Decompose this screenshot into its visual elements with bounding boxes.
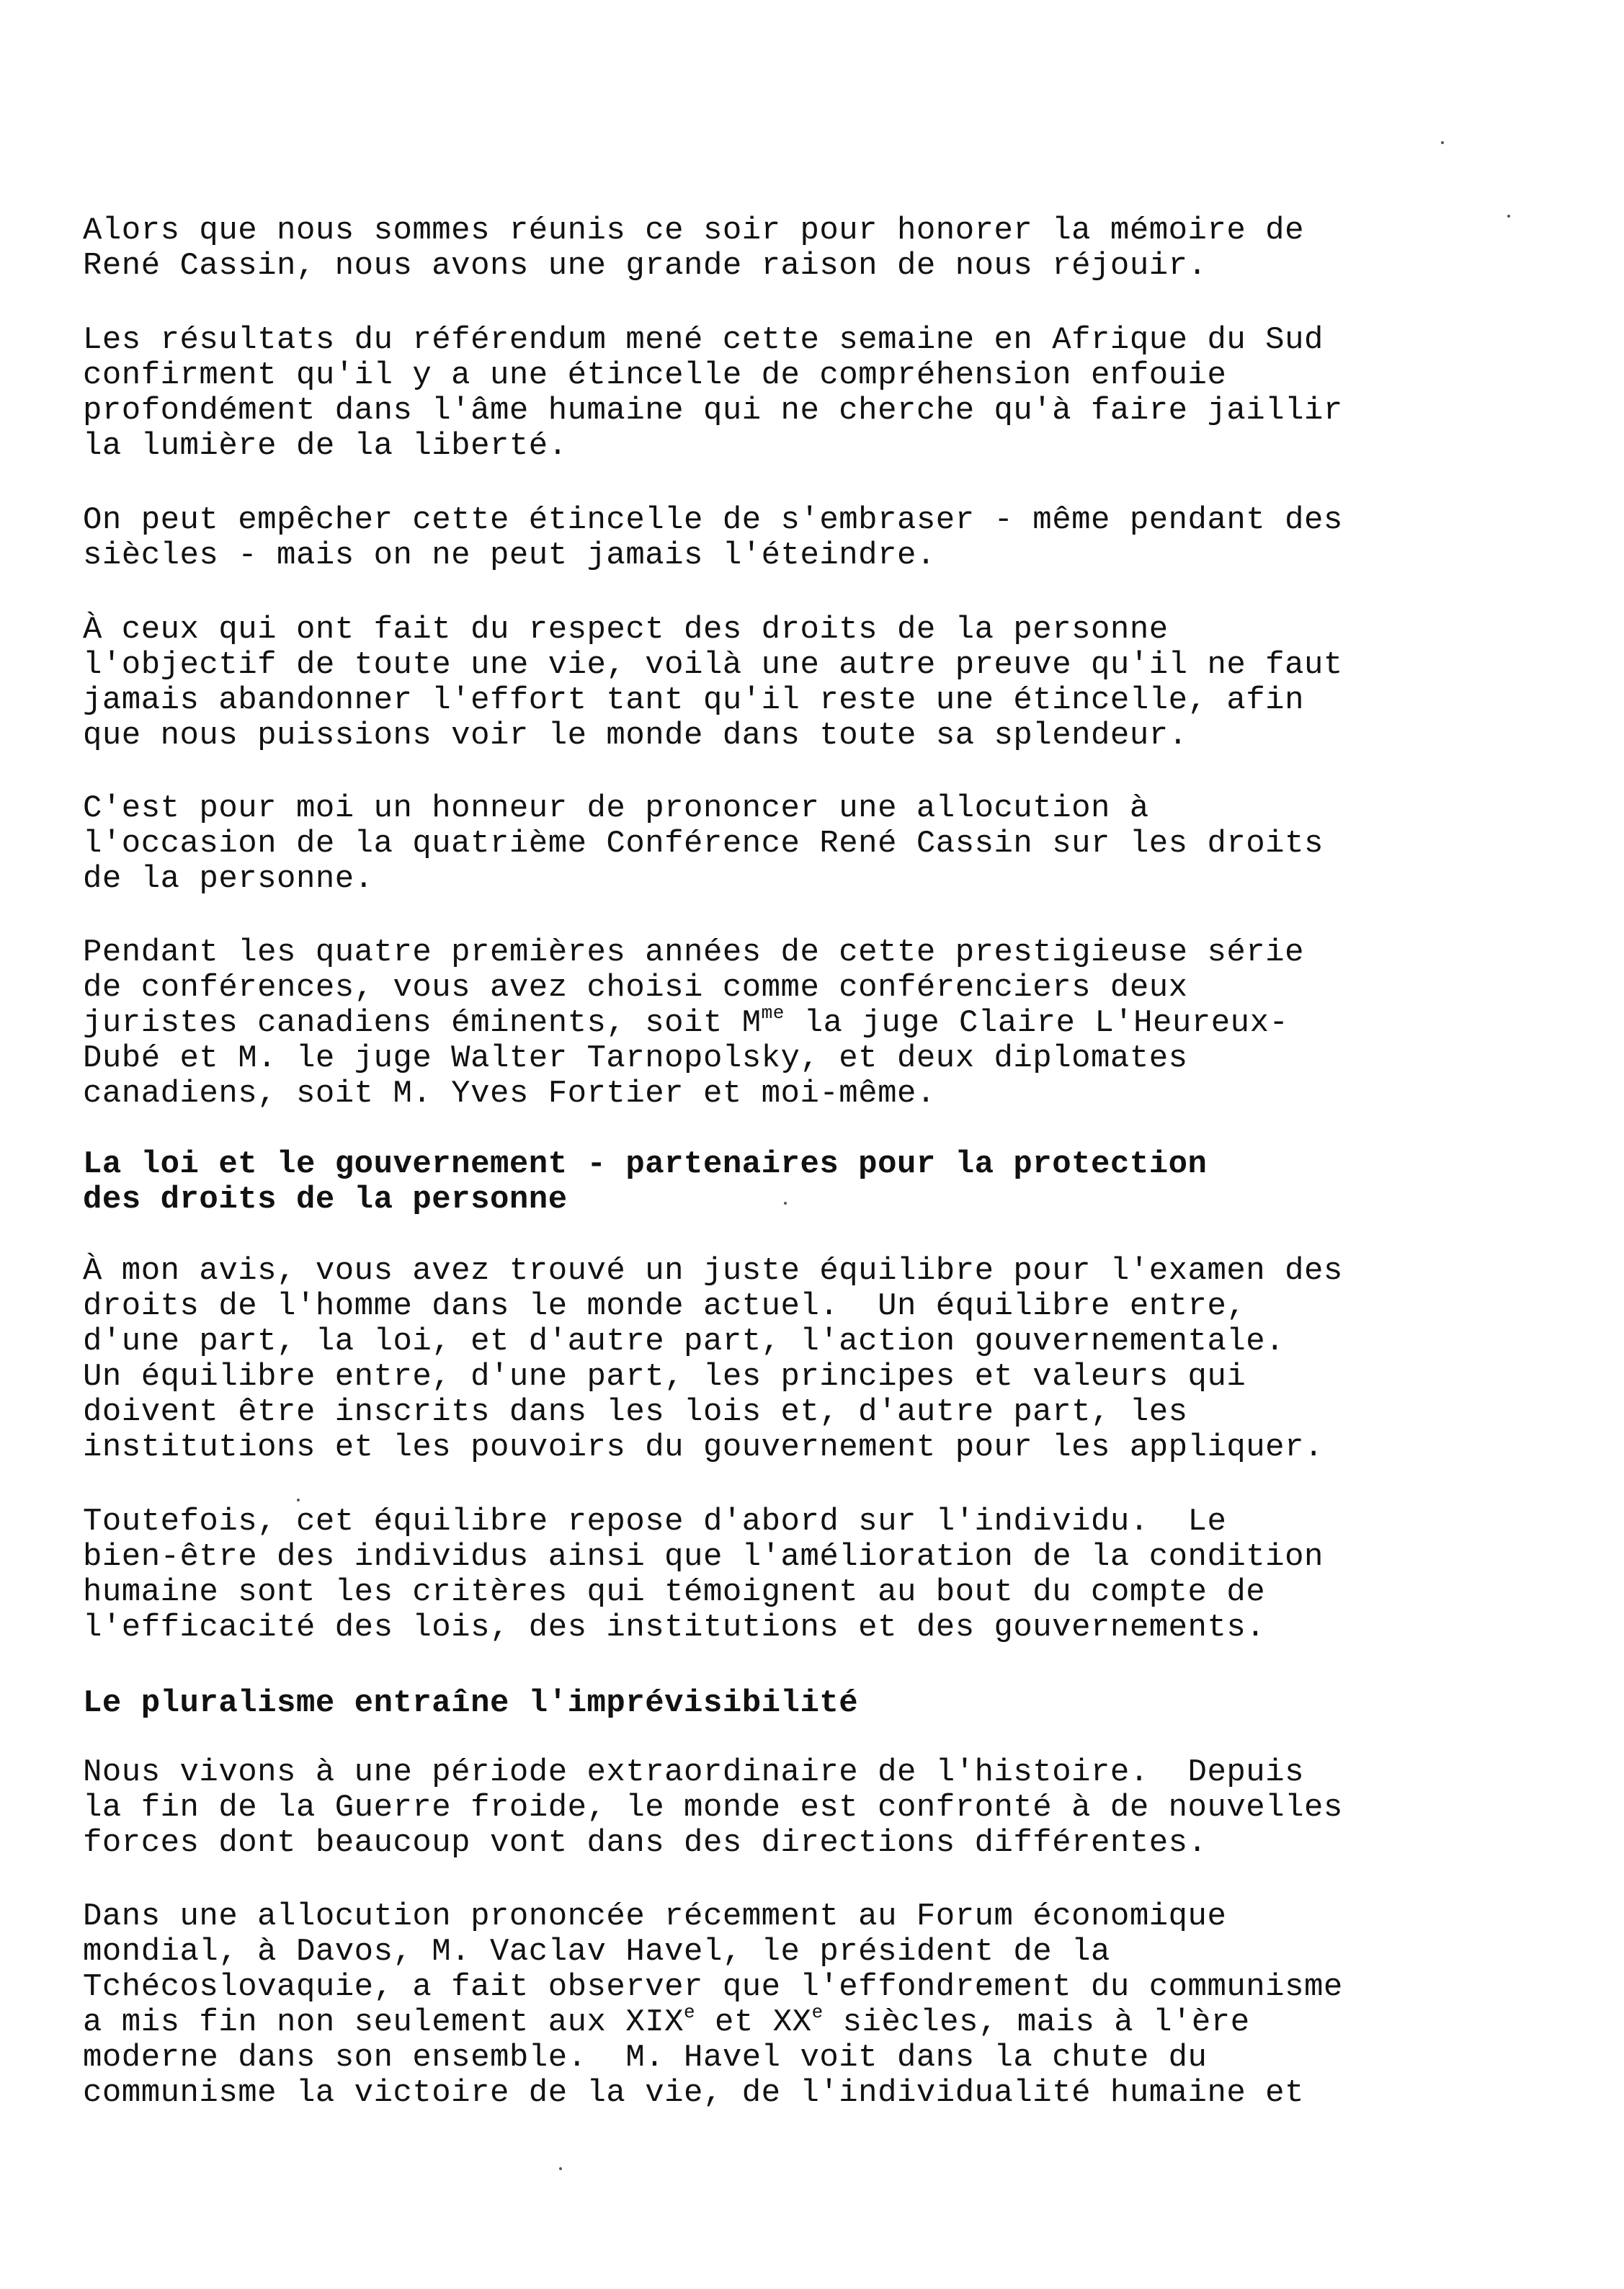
scan-speck — [1507, 215, 1510, 218]
section-heading-pluralism — [83, 1686, 1524, 1721]
text-line: Nous vivons à une période extraordinaire de l'histoire. Depuis — [83, 1754, 1304, 1790]
paragraph-spark — [83, 503, 1524, 574]
paragraph-dedication — [83, 612, 1524, 754]
text-line: forces dont beaucoup vont dans des directions différentes. — [83, 1825, 1208, 1861]
scan-speck — [1441, 141, 1444, 144]
text-line: de la personne. — [83, 861, 374, 897]
text-line: moderne dans son ensemble. M. Havel voit dans la chute du — [83, 2040, 1208, 2076]
superscript: e — [811, 2002, 824, 2023]
text-line: jamais abandonner l'effort tant qu'il reste une étincelle, afin — [83, 682, 1304, 718]
text-line: institutions et les pouvoirs du gouvernement pour les appliquer. — [83, 1429, 1324, 1465]
text-line: communisme la victoire de la vie, de l'individualité humaine et — [83, 2075, 1304, 2111]
text-line: droits de l'homme dans le monde actuel. Un équilibre entre, — [83, 1288, 1246, 1324]
section-heading-law-government — [83, 1147, 1524, 1218]
text-line: la fin de la Guerre froide, le monde est confronté à de nouvelles — [83, 1790, 1343, 1826]
text-segment: la juge Claire L'Heureux- — [784, 1005, 1289, 1041]
text-line: l'efficacité des lois, des institutions et des gouvernements. — [83, 1610, 1266, 1646]
text-line: Tchécoslovaquie, a fait observer que l'effondrement du communisme — [83, 1969, 1343, 2005]
text-line: d'une part, la loi, et d'autre part, l'action gouvernementale. — [83, 1324, 1285, 1360]
text-segment: a mis fin non seulement aux XIX — [83, 2004, 684, 2040]
text-line: l'objectif de toute une vie, voilà une autre preuve qu'il ne faut — [83, 647, 1343, 683]
text-line: Dubé et M. le juge Walter Tarnopolsky, et deux diplomates — [83, 1040, 1188, 1076]
paragraph-havel — [83, 1899, 1524, 2111]
text-line — [83, 2002, 1524, 2040]
text-line: l'occasion de la quatrième Conférence René Cassin sur les droits — [83, 826, 1324, 862]
text-segment: juristes canadiens éminents, soit M — [83, 1005, 762, 1041]
paragraph-lecturers — [83, 935, 1524, 1112]
scan-speck — [784, 1202, 787, 1205]
text-line: René Cassin, nous avons une grande raison de nous réjouir. — [83, 248, 1208, 284]
text-line: Pendant les quatre premières années de cette prestigieuse série — [83, 934, 1304, 971]
scan-speck — [559, 2167, 562, 2170]
paragraph-referendum — [83, 323, 1524, 464]
paragraph-period — [83, 1755, 1524, 1861]
text-line: Alors que nous sommes réunis ce soir pour honorer la mémoire de — [83, 213, 1304, 249]
text-line: Dans une allocution prononcée récemment au Forum économique — [83, 1898, 1227, 1935]
text-line: canadiens, soit M. Yves Fortier et moi-même. — [83, 1076, 936, 1112]
text-line: À mon avis, vous avez trouvé un juste équilibre pour l'examen des — [83, 1253, 1343, 1289]
text-line: siècles - mais on ne peut jamais l'éteindre. — [83, 537, 936, 574]
paragraph-honour — [83, 791, 1524, 897]
paragraph-balance — [83, 1254, 1524, 1465]
heading-line: des droits de la personne — [83, 1182, 568, 1218]
text-line: On peut empêcher cette étincelle de s'embraser - même pendant des — [83, 502, 1343, 538]
superscript: me — [761, 1002, 785, 1024]
text-line: humaine sont les critères qui témoignent au bout du compte de — [83, 1574, 1266, 1610]
scan-speck — [297, 1499, 300, 1502]
text-line: bien-être des individus ainsi que l'amélioration de la condition — [83, 1539, 1324, 1575]
text-line: À ceux qui ont fait du respect des droits de la personne — [83, 612, 1169, 648]
text-line: mondial, à Davos, M. Vaclav Havel, le président de la — [83, 1934, 1110, 1970]
text-segment: siècles, mais à l'ère — [823, 2004, 1250, 2040]
text-line: Un équilibre entre, d'une part, les principes et valeurs qui — [83, 1359, 1246, 1395]
text-line: confirment qu'il y a une étincelle de compréhension enfouie — [83, 357, 1227, 393]
text-line: Toutefois, cet équilibre repose d'abord sur l'individu. Le — [83, 1504, 1227, 1540]
text-line: que nous puissions voir le monde dans toute sa splendeur. — [83, 718, 1188, 754]
text-line: profondément dans l'âme humaine qui ne cherche qu'à faire jaillir — [83, 393, 1343, 429]
paragraph-individual — [83, 1504, 1524, 1646]
heading-line: La loi et le gouvernement - partenaires pour la protection — [83, 1146, 1208, 1182]
heading-line: Le pluralisme entraîne l'imprévisibilité — [83, 1685, 859, 1721]
text-segment: et XX — [695, 2004, 812, 2040]
text-line: la lumière de la liberté. — [83, 428, 568, 464]
text-line: Les résultats du référendum mené cette semaine en Afrique du Sud — [83, 322, 1324, 358]
text-line: de conférences, vous avez choisi comme conférenciers deux — [83, 970, 1188, 1006]
text-line: C'est pour moi un honneur de prononcer une allocution à — [83, 790, 1149, 826]
text-line: doivent être inscrits dans les lois et, d'autre part, les — [83, 1394, 1188, 1430]
paragraph-intro — [83, 213, 1524, 284]
text-line — [83, 1002, 1524, 1041]
superscript: e — [684, 2002, 696, 2023]
